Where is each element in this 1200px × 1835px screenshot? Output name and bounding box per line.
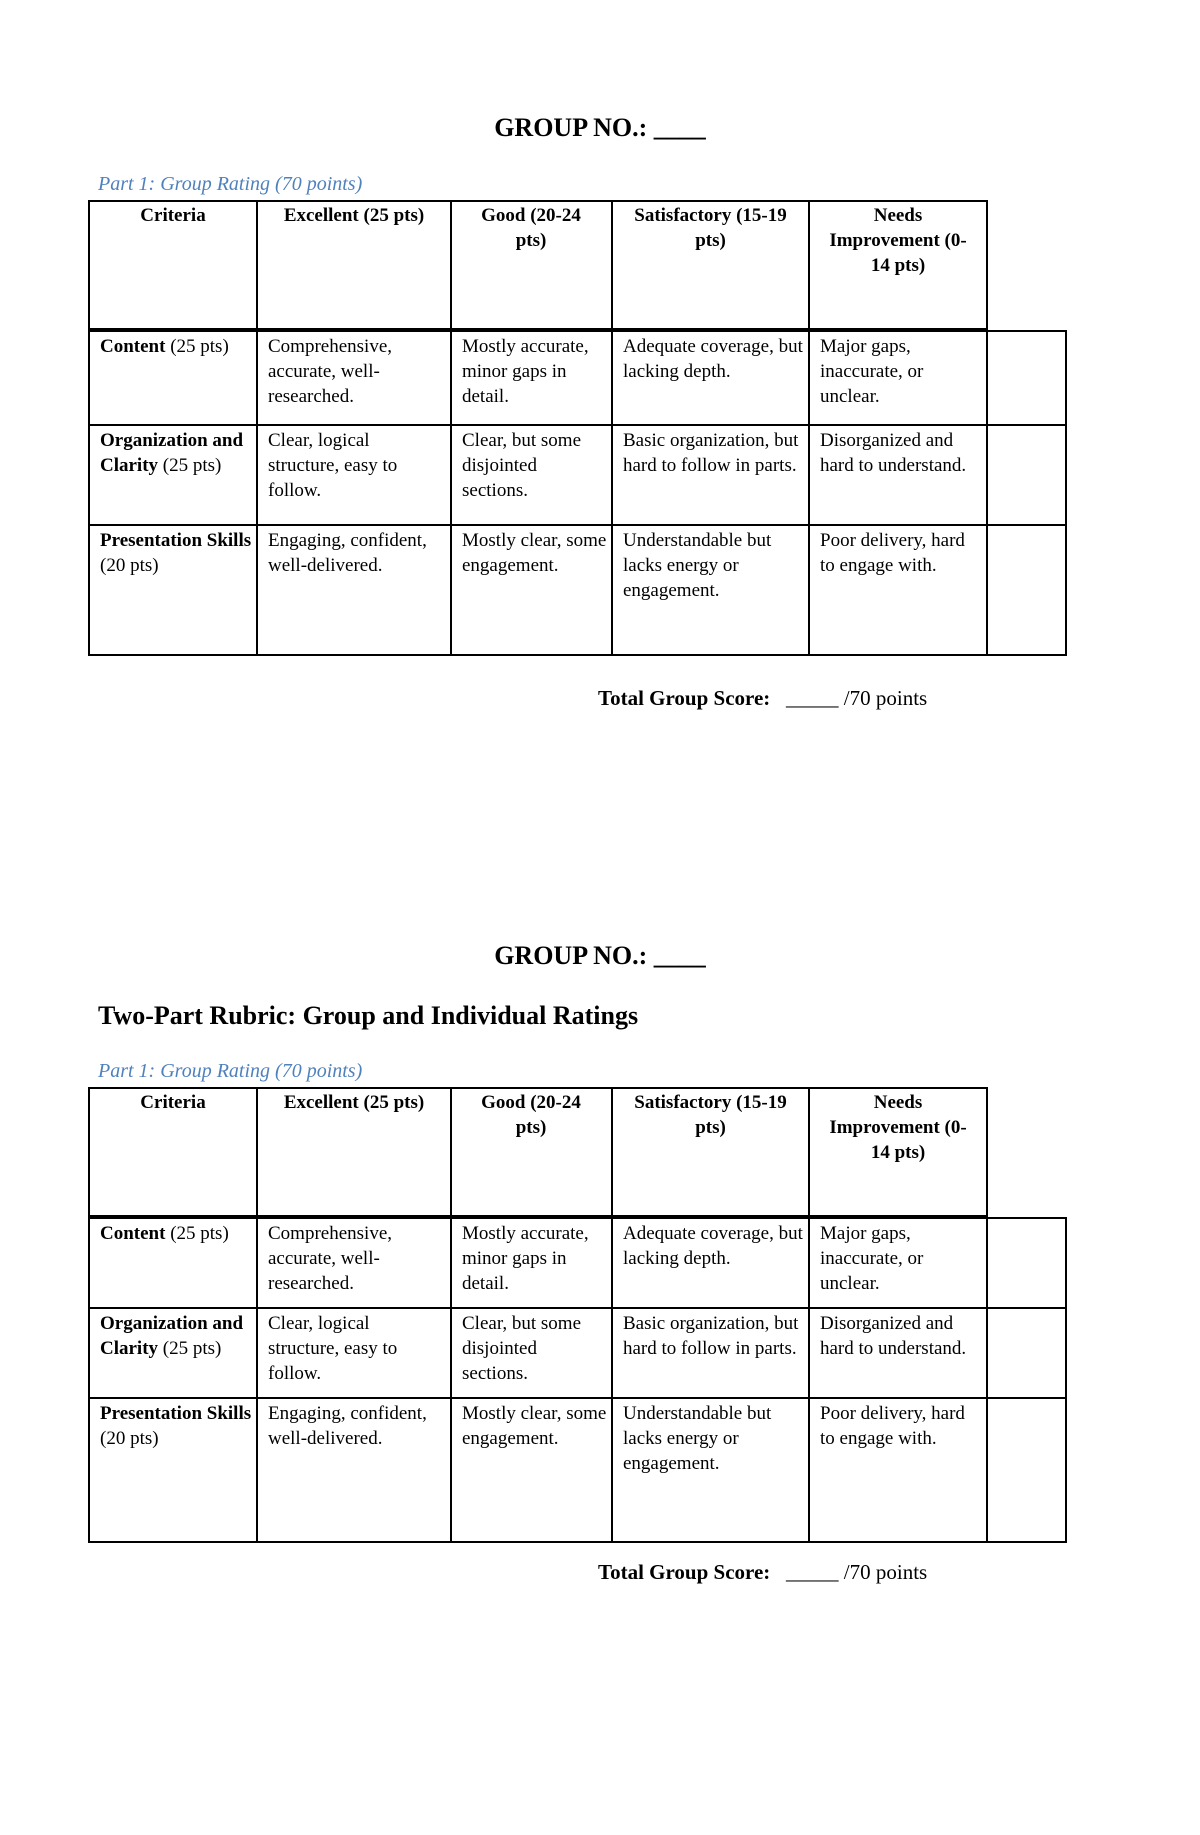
needs-improvement-cell: Disorganized and hard to understand. bbox=[820, 430, 967, 476]
criteria-cell: Organization and Clarity (25 pts) bbox=[100, 1313, 244, 1359]
needs-improvement-cell: Major gaps, inaccurate, or unclear. bbox=[820, 336, 924, 407]
header-needs-improvement: Needs Improvement (0-14 pts) bbox=[829, 205, 967, 276]
rubric-table bbox=[88, 1087, 1067, 1543]
good-cell: Mostly clear, some engagement. bbox=[462, 530, 607, 576]
total-group-score: Total Group Score: _____ /70 points bbox=[598, 686, 928, 710]
part-title: Part 1: Group Rating (70 points) bbox=[98, 173, 363, 195]
satisfactory-cell: Basic organization, but hard to follow in parts. bbox=[623, 1313, 799, 1359]
group-number-title: GROUP NO.: ____ bbox=[494, 113, 706, 142]
header-excellent: Excellent (25 pts) bbox=[283, 1092, 425, 1113]
excellent-cell: Comprehensive, accurate, well-researched. bbox=[268, 1223, 393, 1294]
rubric-heading: Two-Part Rubric: Group and Individual Ratings bbox=[98, 1001, 639, 1030]
good-cell: Mostly accurate, minor gaps in detail. bbox=[462, 336, 589, 407]
criteria-cell: Presentation Skills (20 pts) bbox=[100, 530, 252, 576]
excellent-cell: Clear, logical structure, easy to follow. bbox=[268, 1313, 398, 1384]
header-good: Good (20-24 pts) bbox=[481, 1092, 581, 1138]
criteria-cell: Content (25 pts) bbox=[100, 1223, 229, 1244]
header-good: Good (20-24 pts) bbox=[481, 205, 581, 251]
satisfactory-cell: Adequate coverage, but lacking depth. bbox=[623, 336, 803, 382]
header-satisfactory: Satisfactory (15-19 pts) bbox=[634, 205, 787, 251]
good-cell: Clear, but some disjointed sections. bbox=[462, 1313, 582, 1384]
excellent-cell: Engaging, confident, well-delivered. bbox=[268, 1403, 427, 1449]
needs-improvement-cell: Poor delivery, hard to engage with. bbox=[820, 1403, 965, 1449]
rubric-table bbox=[88, 200, 1067, 656]
needs-improvement-cell: Disorganized and hard to understand. bbox=[820, 1313, 967, 1359]
header-excellent: Excellent (25 pts) bbox=[283, 205, 425, 226]
header-criteria: Criteria bbox=[140, 1092, 206, 1113]
good-cell: Clear, but some disjointed sections. bbox=[462, 430, 582, 501]
part-title: Part 1: Group Rating (70 points) bbox=[98, 1060, 363, 1082]
total-group-score: Total Group Score: _____ /70 points bbox=[598, 1560, 928, 1584]
good-cell: Mostly clear, some engagement. bbox=[462, 1403, 607, 1449]
excellent-cell: Engaging, confident, well-delivered. bbox=[268, 530, 427, 576]
criteria-cell: Content (25 pts) bbox=[100, 336, 229, 357]
criteria-cell: Presentation Skills (20 pts) bbox=[100, 1403, 252, 1449]
criteria-cell: Organization and Clarity (25 pts) bbox=[100, 430, 244, 476]
header-needs-improvement: Needs Improvement (0-14 pts) bbox=[829, 1092, 967, 1163]
excellent-cell: Clear, logical structure, easy to follow. bbox=[268, 430, 398, 501]
good-cell: Mostly accurate, minor gaps in detail. bbox=[462, 1223, 589, 1294]
header-criteria: Criteria bbox=[140, 205, 206, 226]
needs-improvement-cell: Poor delivery, hard to engage with. bbox=[820, 530, 965, 576]
group-number-title: GROUP NO.: ____ bbox=[494, 941, 706, 970]
excellent-cell: Comprehensive, accurate, well-researched. bbox=[268, 336, 393, 407]
satisfactory-cell: Basic organization, but hard to follow in parts. bbox=[623, 430, 799, 476]
header-satisfactory: Satisfactory (15-19 pts) bbox=[634, 1092, 787, 1138]
satisfactory-cell: Understandable but lacks energy or engagement. bbox=[623, 530, 772, 601]
satisfactory-cell: Adequate coverage, but lacking depth. bbox=[623, 1223, 803, 1269]
satisfactory-cell: Understandable but lacks energy or engagement. bbox=[623, 1403, 772, 1474]
needs-improvement-cell: Major gaps, inaccurate, or unclear. bbox=[820, 1223, 924, 1294]
